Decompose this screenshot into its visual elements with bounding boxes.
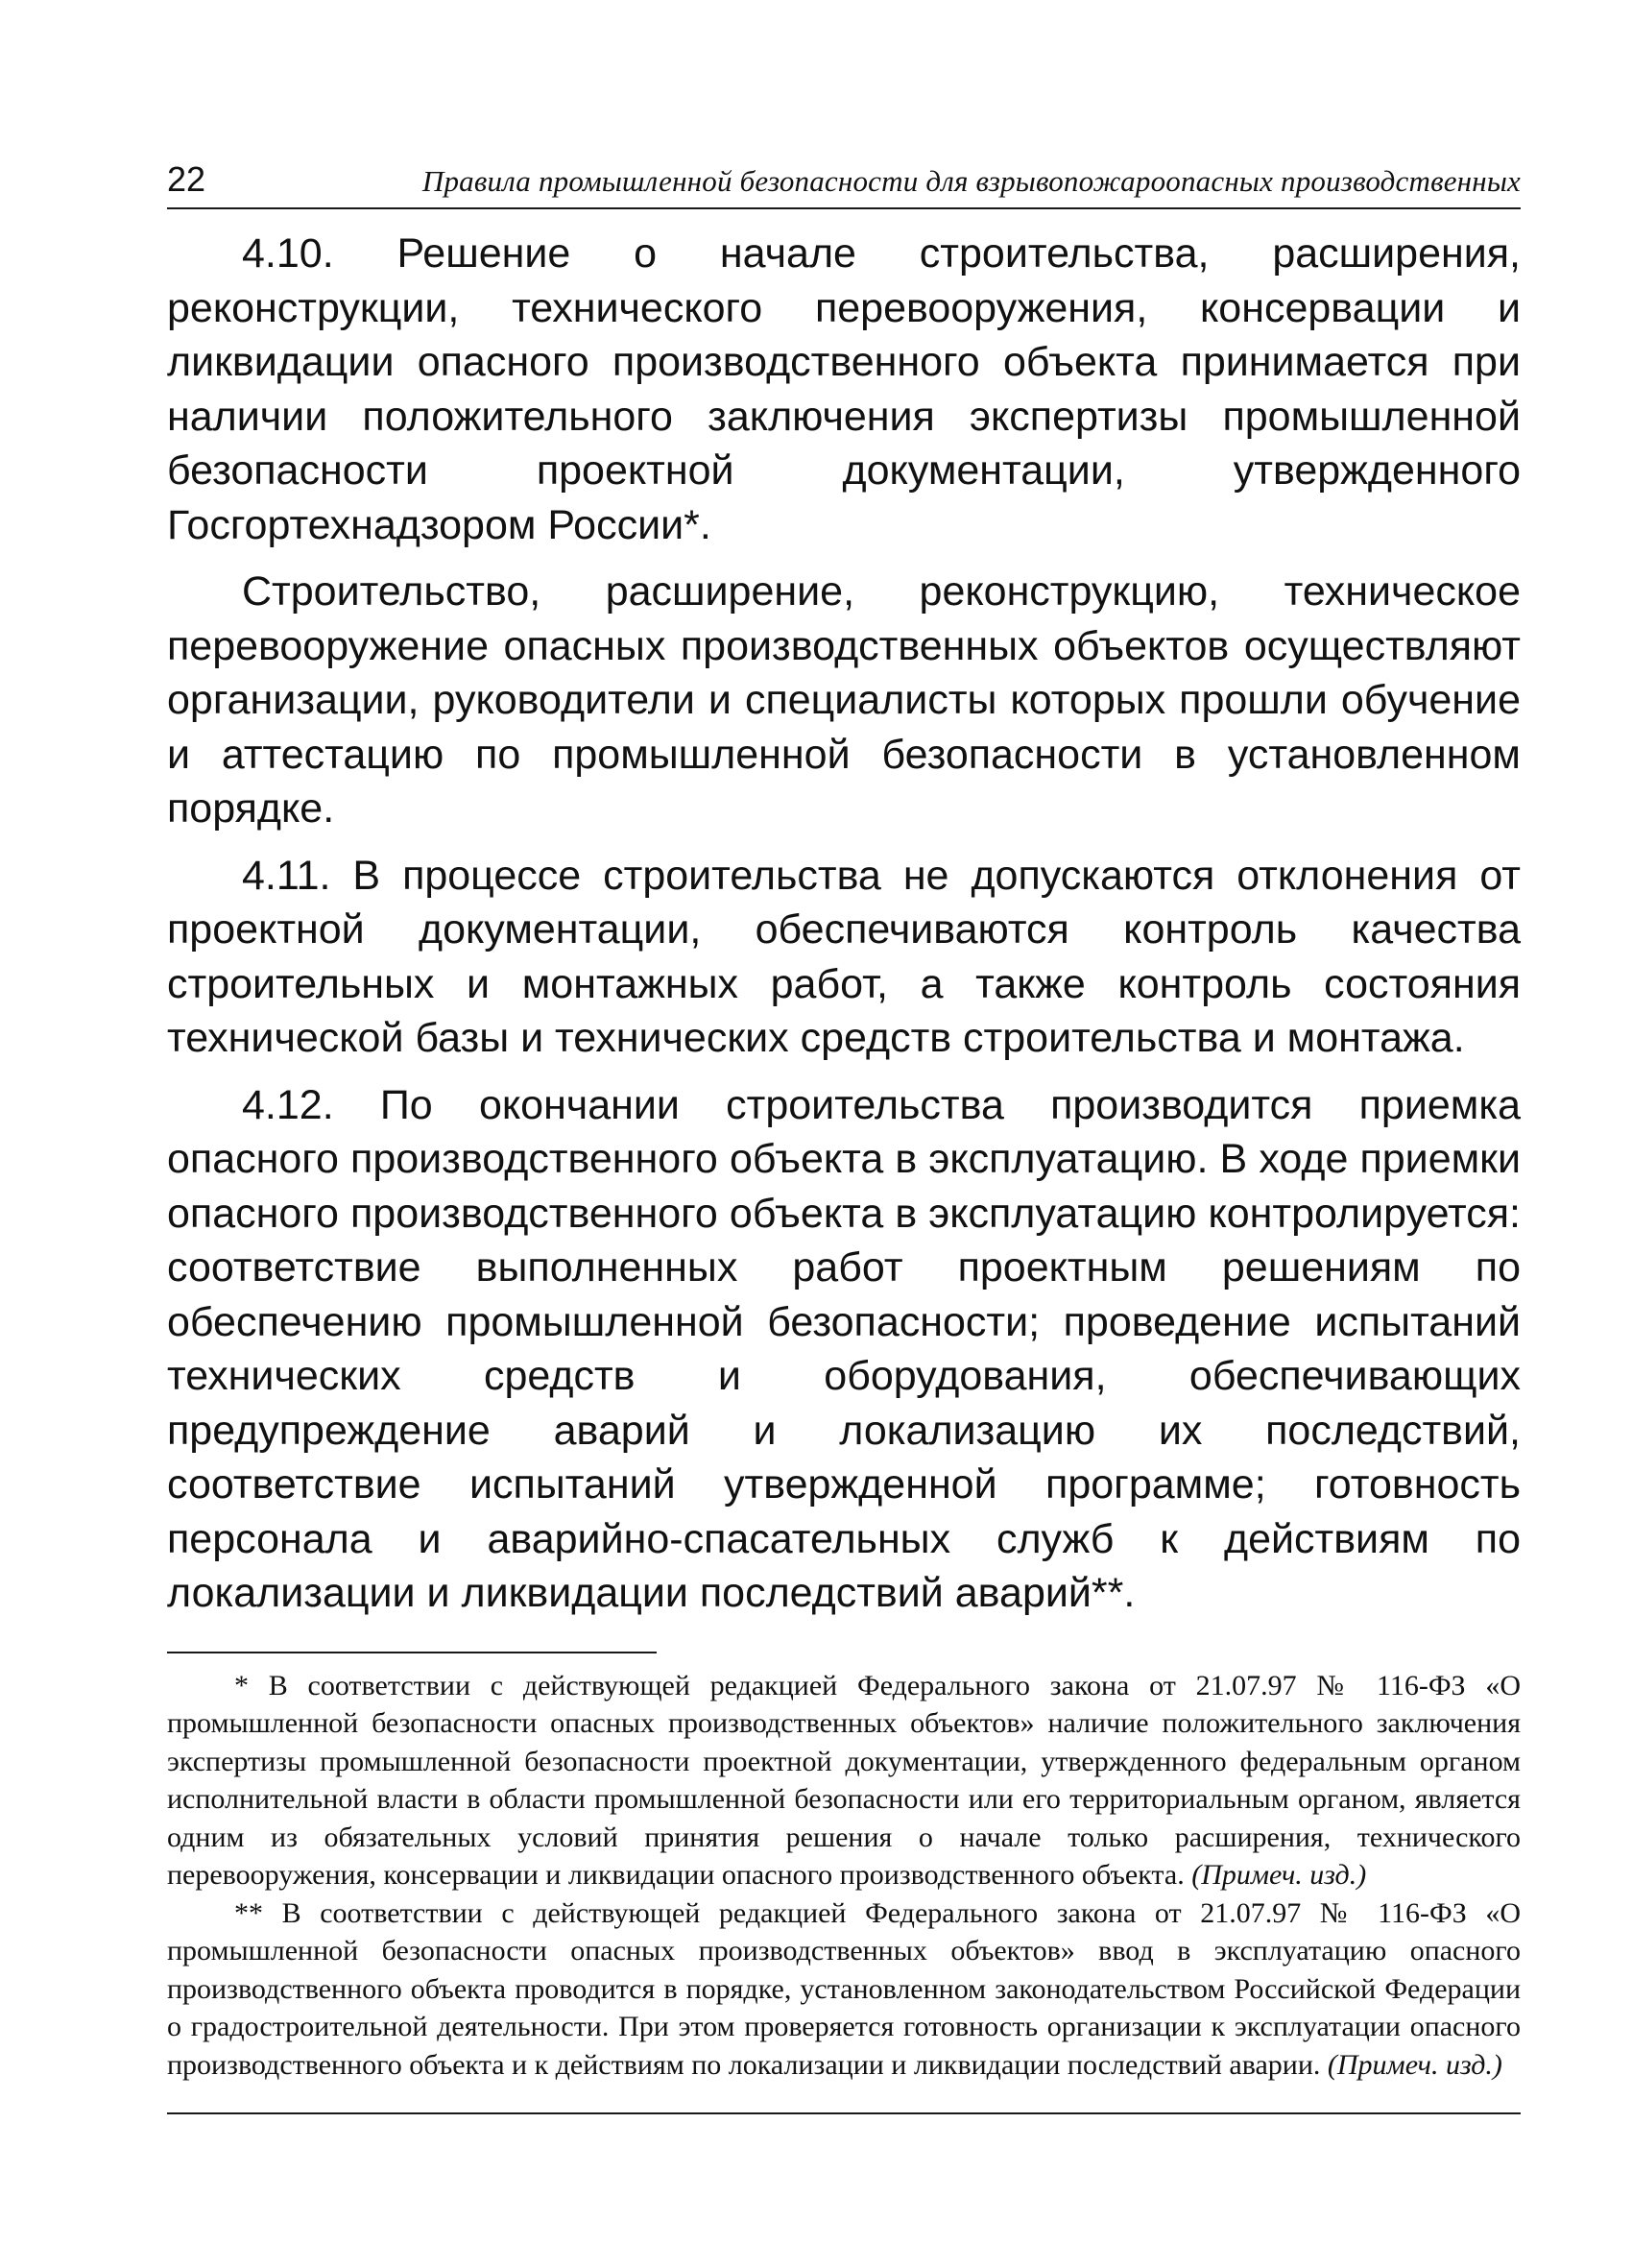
paragraph-construction: Строительство, расширение, реконструкцию, техническое перевооружение опасных производственных объектов осуществляют организации, руководители и специалисты которых прошли обучение и аттестацию по промышленной безопасности в установленном порядке.	[167, 568, 1521, 832]
paragraph-4-11: 4.11. В процессе строительства не допускаются отклонения от проектной документации, обеспечиваются контроль качества строительных и монтажных работ, а также контроль состояния технической базы и технических средств строительства и монтажа.	[167, 852, 1521, 1061]
page-number: 22	[167, 159, 206, 199]
footnote-1-text: * В соответствии с действующей редакцией Федерального закона от 21.07.97 № 116-ФЗ «О промышленной безопасности опасных производственных объектов» наличие положительного заключения экспертизы промышленной безопасности проектной документации, утвержденного федеральным органом исполнительной власти в области промышленной безопасности или его территориальным органом, является одним из обязательных условий принятия решения о начале только расширения, технического перевооружения, консервации и ликвидации опасного производственного объекта.	[167, 1669, 1521, 1891]
page-header	[167, 159, 1521, 209]
footnote-2	[167, 1894, 1521, 2085]
bottom-rule	[167, 2112, 1521, 2114]
footnotes	[167, 1667, 1521, 2085]
footnote-1	[167, 1667, 1521, 1894]
main-text	[167, 227, 1521, 1621]
footnote-2-text: ** В соответствии с действующей редакцией Федерального закона от 21.07.97 № 116-ФЗ «О промышленной безопасности опасных производственных объектов» ввод в эксплуатацию опасного производственного объекта проводится в порядке, установленном законодательством Российской Федерации о градостроительной деятельности. При этом проверяется готовность организации к эксплуатации опасного производственного объекта и к действиям по локализации и ликвидации последствий аварии.	[167, 1896, 1521, 2081]
paragraph-4-10: 4.10. Решение о начале строительства, расширения, реконструкции, технического перевооружения, консервации и ликвидации опасного производственного объекта принимается при наличии положительного заключения экспертизы промышленной безопасности проектной документации, утвержденного Госгортехнадзором России*.	[167, 230, 1521, 548]
footnote-separator	[167, 1652, 657, 1653]
paragraph-4-12: 4.12. По окончании строительства производится приемка опасного производственного объекта в эксплуатацию. В ходе приемки опасного производственного объекта в эксплуатацию контролируется: соответствие выполненных работ проектным решениям по обеспечению промышленной безопасности; проведение испытаний технических средств и оборудования, обеспечивающих предупреждение аварий и локализацию их последствий, соответствие испытаний утвержденной программе; готовность персонала и аварийно-спасательных служб к действиям по локализации и ликвидации последствий аварий**.	[167, 1081, 1521, 1616]
running-title: Правила промышленной безопасности для взрывопожароопасных производственных	[421, 164, 1521, 198]
footnote-2-editor-note: (Примеч. изд.)	[1327, 2048, 1502, 2081]
document-page	[167, 159, 1521, 2114]
footnote-1-editor-note: (Примеч. изд.)	[1191, 1859, 1367, 1891]
